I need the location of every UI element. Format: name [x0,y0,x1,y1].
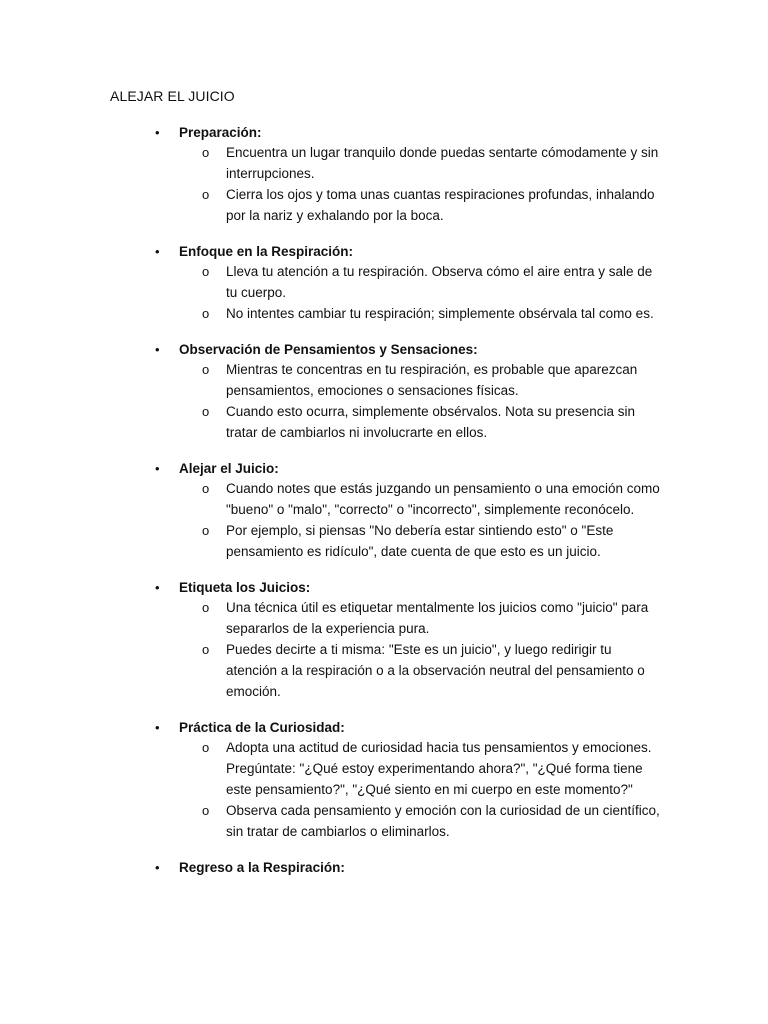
sub-item [0,142,662,184]
sub-item-text: Observa cada pensamiento y emoción con la curiosidad de un científico, sin tratar de cambiarlos o eliminarlos. [226,803,660,839]
sub-bullet-icon: o [202,523,210,538]
bullet-icon: • [155,244,160,259]
sub-item [0,184,662,226]
bullet-icon: • [155,461,160,476]
section-heading-row [0,578,768,597]
bullet-icon: • [155,342,160,357]
sub-item-text: No intentes cambiar tu respiración; simplemente obsérvala tal como es. [226,306,654,321]
bullet-icon: • [155,860,160,875]
sub-item [0,478,662,520]
sub-item-text: Encuentra un lugar tranquilo donde puedas sentarte cómodamente y sin interrupciones. [226,145,659,181]
section-etiqueta-juicios [0,578,768,702]
sub-item-list [0,478,768,562]
sub-bullet-icon: o [202,404,210,419]
section-regreso-respiracion [0,858,768,877]
sub-item-text: Lleva tu atención a tu respiración. Observa cómo el aire entra y sale de tu cuerpo. [226,264,653,300]
sub-bullet-icon: o [202,264,210,279]
section-heading: Enfoque en la Respiración: [179,244,354,259]
section-heading: Etiqueta los Juicios: [179,580,311,595]
sub-item-text: Por ejemplo, si piensas "No debería estar sintiendo esto" o "Este pensamiento es ridículo", date cuenta de que esto es un juicio. [226,523,614,559]
section-alejar-juicio [0,459,768,562]
section-list [0,123,768,893]
section-heading-row [0,459,768,478]
sub-item [0,359,662,401]
sub-item-text: Puedes decirte a ti misma: "Este es un juicio", y luego redirigir tu atención a la respiración o a la observación neutral del pensamiento o emoción. [226,642,645,699]
sub-bullet-icon: o [202,145,210,160]
section-heading-row [0,858,768,877]
sub-bullet-icon: o [202,481,210,496]
sub-item-text: Cierra los ojos y toma unas cuantas respiraciones profundas, inhalando por la nariz y exhalando por la boca. [226,187,655,223]
sub-bullet-icon: o [202,803,210,818]
section-preparacion [0,123,768,226]
sub-item-list [0,142,768,226]
sub-item [0,520,662,562]
bullet-icon: • [155,125,160,140]
sub-item [0,261,662,303]
bullet-icon: • [155,580,160,595]
section-heading-row [0,340,768,359]
section-curiosidad [0,718,768,842]
sub-item-text: Cuando notes que estás juzgando un pensamiento o una emoción como "bueno" o "malo", "correcto" o "incorrecto", simplemente reconócelo. [226,481,660,517]
bullet-icon: • [155,720,160,735]
section-observacion [0,340,768,443]
section-heading: Práctica de la Curiosidad: [179,720,345,735]
sub-bullet-icon: o [202,187,210,202]
section-enfoque-respiracion [0,242,768,324]
sub-item-text: Cuando esto ocurra, simplemente obsérvalos. Nota su presencia sin tratar de cambiarlos ni involucrarte en ellos. [226,404,635,440]
section-heading: Alejar el Juicio: [179,461,279,476]
section-heading-row [0,718,768,737]
sub-item [0,800,662,842]
sub-bullet-icon: o [202,600,210,615]
sub-item-list [0,737,768,842]
document-title: ALEJAR EL JUICIO [110,88,235,104]
sub-item-list [0,597,768,702]
section-heading: Observación de Pensamientos y Sensaciones: [179,342,478,357]
sub-item [0,303,662,324]
sub-bullet-icon: o [202,362,210,377]
sub-item [0,737,662,800]
sub-item-list [0,359,768,443]
sub-item-text: Una técnica útil es etiquetar mentalmente los juicios como "juicio" para separarlos de la experiencia pura. [226,600,649,636]
sub-bullet-icon: o [202,740,210,755]
sub-item-text: Adopta una actitud de curiosidad hacia tus pensamientos y emociones. Pregúntate: "¿Qué estoy experimentando ahora?", "¿Qué forma tiene este pensamiento?", "¿Qué siento en mi cuerpo en este momento?" [226,740,652,797]
section-heading-row [0,123,768,142]
sub-bullet-icon: o [202,642,210,657]
section-heading-row [0,242,768,261]
sub-item-list [0,261,768,324]
section-heading: Preparación: [179,125,262,140]
sub-item [0,597,662,639]
sub-item [0,401,662,443]
sub-item-text: Mientras te concentras en tu respiración, es probable que aparezcan pensamientos, emociones o sensaciones físicas. [226,362,638,398]
section-heading: Regreso a la Respiración: [179,860,345,875]
sub-bullet-icon: o [202,306,210,321]
sub-item [0,639,662,702]
